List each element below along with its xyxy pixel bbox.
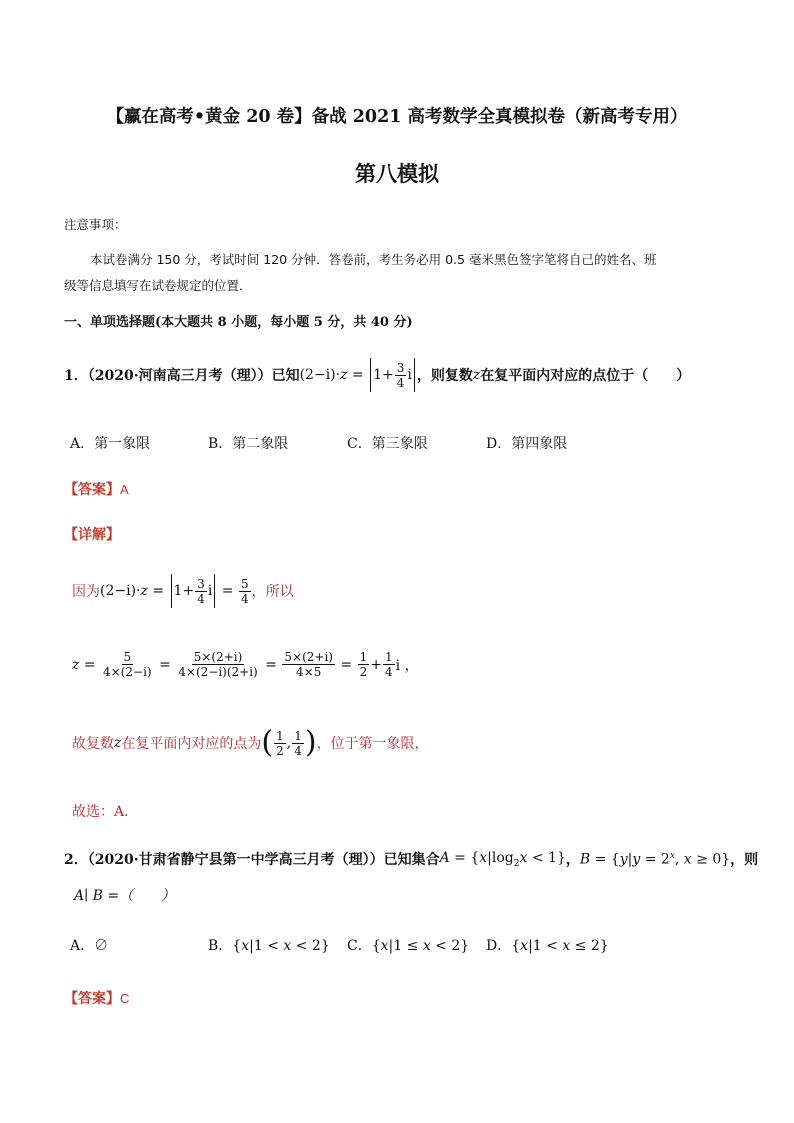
- q1-step-1-equation: (2−i)·z = 1+ $\frac{3}{4}$ i = $\frac{5}{4}$: [100, 574, 252, 608]
- q1-option-c: C．第三象限: [347, 436, 428, 452]
- q2-option-a: A．∅: [70, 938, 109, 954]
- set-b-definition: $B = \{y|y = 2^x$, x ≥ 0}: [579, 850, 731, 868]
- q2-option-d-label: D．: [486, 938, 512, 954]
- q2-option-d: D．{x|1 < x ≤ 2}: [486, 938, 609, 954]
- question-1-var: z: [472, 367, 481, 383]
- document-title: 【赢在高考•黄金 20 卷】备战 2021 高考数学全真模拟卷（新高考专用）: [106, 107, 688, 127]
- q2-answer-tag: 【答案】: [64, 991, 120, 1007]
- question-2-ask: A∣ B =（ ）: [74, 888, 176, 904]
- q1-point: ( $\frac{1}{2}$ , $\frac{1}{4}$ ): [261, 725, 317, 760]
- q2-option-c: C．{x|1 ≤ x < 2}: [347, 938, 470, 954]
- section-heading: 一、单项选择题(本大题共 8 小题，每小题 5 分，共 40 分): [64, 315, 413, 330]
- q1-answer-tag: 【答案】: [64, 482, 120, 498]
- q1-option-d: D．第四象限: [486, 436, 568, 452]
- q1-step-2-equation: z = $\frac{5}{4\times(2-i)}$ = $\frac{5\times(2+i)}{4\times(2-i)(2+i)}$ = $\frac{5\times(2+i)}{4\times 5}$ = $\frac{1}{2}$ + $\frac{1}{4}$ i ，: [72, 650, 419, 679]
- question-1-suffix: 在复平面内对应的点位于（ ）: [480, 368, 691, 384]
- q2-option-c-label: C．: [347, 938, 372, 954]
- set-a-definition: $A = \{x|\log_2x < 1\}$: [439, 849, 566, 869]
- notice-line-1: 本试卷满分 150 分，考试时间 120 分钟．答卷前，考生务必用 0.5 毫米黑色签字笔将自己的姓名、班: [90, 252, 657, 267]
- q1-step-3-suffix: ，位于第一象限，: [316, 736, 429, 752]
- notice-line-2: 级等信息填写在试卷规定的位置．: [64, 278, 252, 293]
- q1-answer-value: A: [120, 482, 129, 497]
- q1-conclusion: 故选：A．: [72, 804, 139, 820]
- question-1-equation: (2−i)·z = 1+ $\frac{3}{4}$ i: [300, 358, 417, 392]
- q1-step-3-var: z: [114, 735, 122, 751]
- q1-step-1-prefix: 因为: [72, 584, 100, 600]
- question-2: [64, 849, 758, 869]
- q2-answer: [64, 988, 129, 1008]
- question-2-prefix: 2．（2020·甘肃省静宁县第一中学高三月考（理））已知集合: [64, 852, 440, 868]
- q1-step-3: [72, 725, 429, 760]
- question-1-mid: ，则复数: [416, 368, 473, 384]
- question-1: [64, 358, 690, 392]
- q1-answer: [64, 479, 129, 499]
- q2-option-b: B．{x|1 < x < 2}: [208, 938, 330, 954]
- question-2-then: ，则: [730, 852, 759, 868]
- q2-answer-value: C: [120, 991, 130, 1006]
- q1-step-3-prefix: 故复数: [72, 736, 114, 752]
- question-1-prefix: 1．（2020·河南高三月考（理））已知: [64, 368, 300, 384]
- q2-option-b-label: B．: [208, 938, 233, 954]
- document-subtitle: 第八模拟: [355, 161, 439, 186]
- q1-option-a: A．第一象限: [70, 436, 151, 452]
- q1-step-1-suffix: ，所以: [251, 584, 294, 600]
- notice-heading: 注意事项：: [64, 217, 127, 232]
- question-2-comma: ，: [565, 852, 580, 868]
- q1-step-1: [72, 574, 294, 608]
- q1-option-b: B．第二象限: [208, 436, 289, 452]
- q1-step-3-mid: 在复平面内对应的点为: [121, 736, 262, 752]
- q1-detail-tag: 【详解】: [64, 527, 120, 543]
